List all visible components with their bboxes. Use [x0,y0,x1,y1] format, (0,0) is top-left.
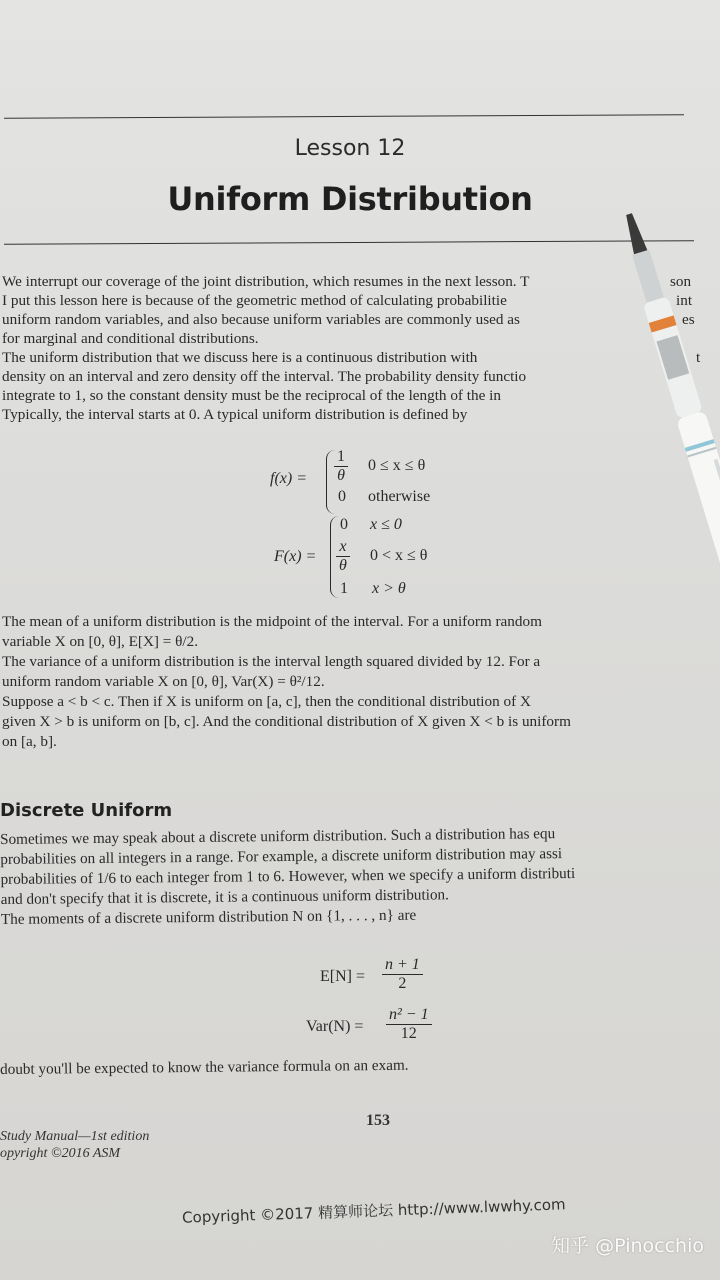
cdf-denominator: θ [339,557,347,574]
text-line: integrate to 1, so the constant density must be the reciprocal of the length of the in [2,387,501,404]
discrete-variance-formula [306,1006,526,1052]
margin-fragment: t [696,349,701,366]
text-line: I put this lesson here is because of the geometric method of calculating probabilitie [2,292,507,309]
text-line: given X > b is uniform on [b, c]. And the conditional distribution of X given X < b is uniform [2,713,571,730]
section-heading: Discrete Uniform [0,800,173,821]
text-line: and don't specify that it is discrete, it is a continuous uniform distribution. [0,886,449,908]
text-line: The moments of a discrete uniform distribution N on {1, . . . , n} are [0,906,417,928]
text-line: uniform random variables, and also because uniform variables are commonly used as [2,311,520,328]
pdf-formula [270,448,490,518]
cdf-lhs: F(x) = [274,548,317,565]
text-line: variable X on [0, θ], E[X] = θ/2. [2,633,199,650]
cdf-case1-condition: x ≤ 0 [370,516,402,533]
cdf-case3-value: 1 [340,580,348,597]
cdf-case1-value: 0 [340,516,348,533]
text-line: probabilities on all integers in a range. For example, a discrete uniform distribution may assi [0,845,563,868]
cdf-case2-condition: 0 < x ≤ θ [370,547,428,564]
mean-variance-paragraph [2,612,720,752]
text-line: for marginal and conditional distributions. [2,330,259,347]
lesson-title: Uniform Distribution [167,180,533,218]
text-line: Sometimes we may speak about a discrete uniform distribution. Such a distribution has equ [0,825,556,848]
cdf-formula [274,514,494,604]
text-line: Typically, the interval starts at 0. A typical uniform distribution is defined by [2,406,468,423]
pdf-numerator: 1 [334,448,348,467]
margin-fragment: son [670,273,692,290]
intro-paragraph [2,272,720,424]
pdf-denominator: θ [337,467,345,484]
text-line: The mean of a uniform distribution is the midpoint of the interval. For a uniform random [2,613,542,630]
text-line: Suppose a < b < c. Then if X is uniform on [a, c], then the conditional distribution of X [2,693,531,710]
manual-edition: Study Manual—1st edition [0,1129,150,1144]
footer-manual [0,1128,149,1162]
variance-numerator: n² − 1 [386,1006,432,1025]
text-line: on [a, b]. [2,733,57,750]
mean-lhs: E[N] = [320,968,366,985]
mean-denominator: 2 [398,975,407,992]
pdf-case2-value: 0 [338,488,346,505]
watermark: 知乎 @Pinocchio [551,1235,704,1257]
text-line: We interrupt our coverage of the joint distribution, which resumes in the next lesson. T [2,273,530,290]
lesson-number: Lesson 12 [294,136,406,161]
text-line: The uniform distribution that we discuss here is a continuous distribution with [2,349,478,366]
margin-fragment: es [682,311,695,328]
site-copyright: Copyright ©2017 精算师论坛 http://www.lwwhy.com [181,1195,566,1227]
asm-copyright: opyright ©2016 ASM [0,1146,121,1161]
discrete-mean-formula [320,956,520,1002]
mean-numerator: n + 1 [382,956,423,975]
text-line: uniform random variable X on [0, θ], Var(X) = θ²/12. [2,673,325,690]
variance-denominator: 12 [400,1025,417,1042]
text-line: The variance of a uniform distribution is the interval length squared divided by 12. For a [2,653,541,670]
text-line: density on an interval and zero density off the interval. The probability density functio [2,368,527,385]
pdf-case1-condition: 0 ≤ x ≤ θ [368,457,426,474]
pdf-fraction [334,448,348,485]
margin-fragment: int [676,292,693,309]
discrete-paragraph [0,822,720,930]
text-line: probabilities of 1/6 to each integer from 1 to 6. However, when we specify a uniform distributi [0,864,576,888]
variance-lhs: Var(N) = [306,1018,364,1035]
cdf-fraction [336,538,350,575]
variance-fraction [386,1006,432,1043]
title-rule [4,240,694,245]
top-rule [4,114,684,119]
cdf-numerator: x [336,538,350,557]
cdf-case3-condition: x > θ [372,580,406,597]
pdf-lhs: f(x) = [270,470,307,487]
pdf-case2-condition: otherwise [368,488,431,505]
mean-fraction [382,956,423,993]
page-number: 153 [366,1112,390,1129]
closing-line: doubt you'll be expected to know the variance formula on an exam. [0,1056,409,1078]
